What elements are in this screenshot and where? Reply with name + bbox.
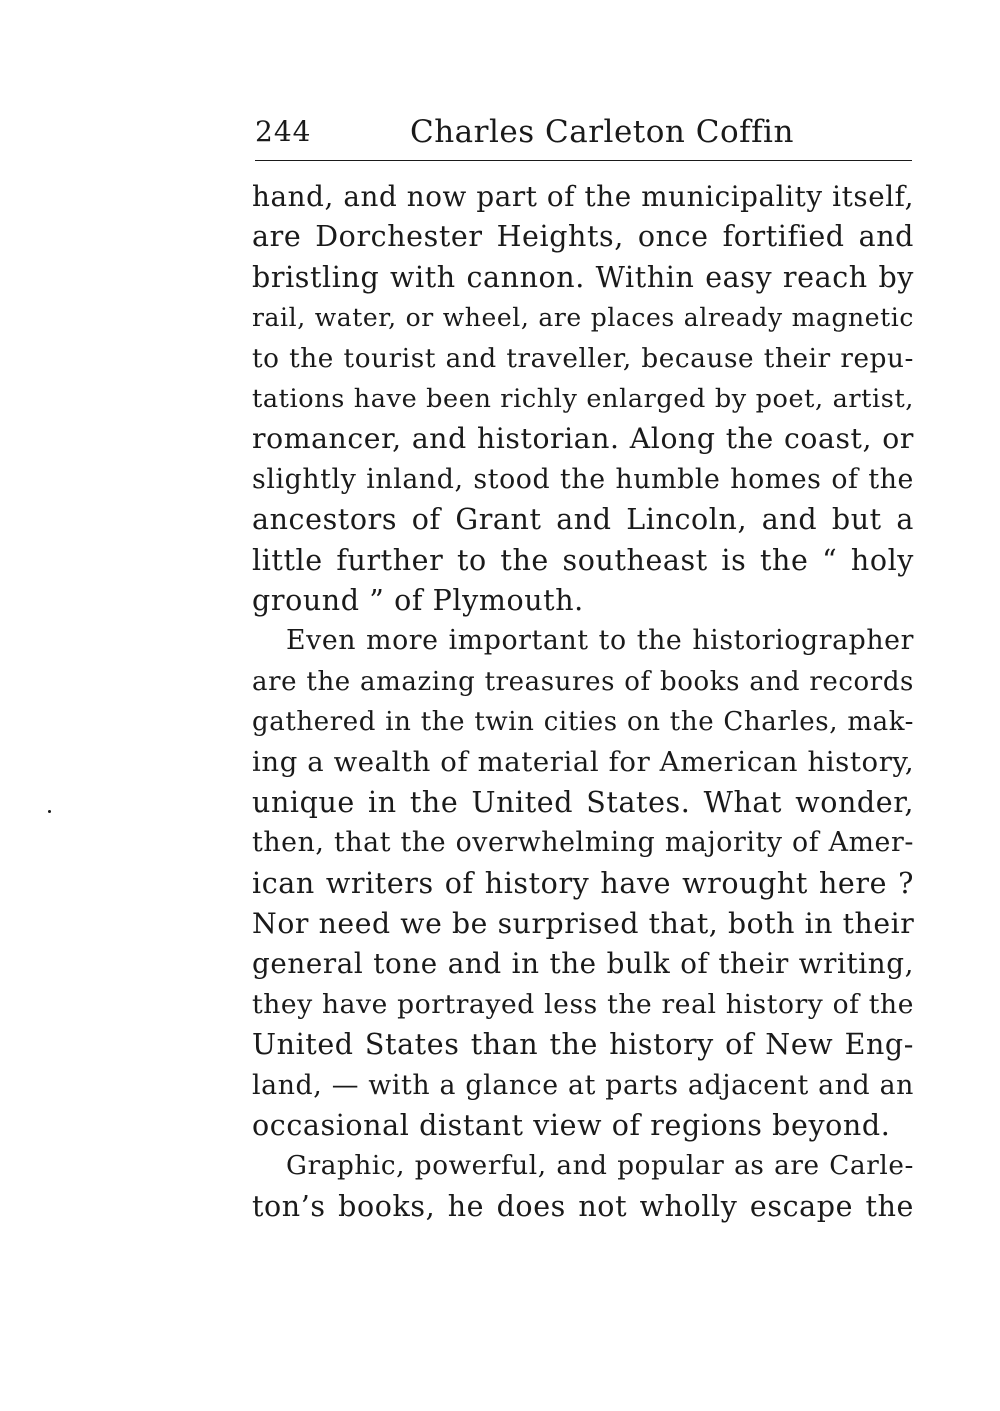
text-line: Nor need we be surprised that, both in their [252,907,915,941]
text-line: they have portrayed less the real history of the [252,988,914,1020]
running-title: Charles Carleton Coffin [410,114,794,150]
text-line: ing a wealth of material for American history, [252,746,915,779]
text-line: hand, and now part of the municipality itself, [252,180,914,213]
paragraph-3 [252,1146,914,1227]
running-head [255,110,912,154]
text-line: ground ” of Plymouth. [252,583,584,617]
text-line: are Dorchester Heights, once fortified and [252,220,914,254]
text-line: little further to the southeast is the “ holy [252,543,914,577]
text-line: United States than the history of New Eng- [252,1028,914,1062]
text-line: ton’s books, he does not wholly escape the [252,1189,914,1223]
text-line: slightly inland, stood the humble homes of the [252,463,914,495]
text-line: occasional distant view of regions beyond. [252,1108,891,1142]
text-line: romancer, and historian. Along the coast, or [252,422,914,456]
text-line: ancestors of Grant and Lincoln, and but a [252,503,914,537]
text-line: ican writers of history have wrought here ? [252,866,914,900]
text-line: gathered in the twin cities on the Charles, mak- [252,707,914,738]
text-line: rail, water, or wheel, are places already magnetic [252,303,914,333]
page-number: 244 [255,115,312,148]
paragraph-2 [252,621,914,1146]
text-line: land, — with a glance at parts adjacent and an [252,1069,914,1101]
body-text [252,177,914,1227]
header-rule [255,160,912,161]
text-line: Graphic, powerful, and popular as are Carle- [286,1151,914,1182]
text-line: are the amazing treasures of books and records [252,666,914,697]
text-line: bristling with cannon. Within easy reach by [252,260,914,294]
text-line: then, that the overwhelming majority of Amer- [252,827,914,859]
text-line: to the tourist and traveller, because their repu- [252,343,914,374]
margin-speck [48,810,51,813]
paragraph-1 [252,177,914,621]
text-line: Even more important to the historiographer [286,625,914,657]
text-line: unique in the United States. What wonder, [252,785,914,819]
text-line: general tone and in the bulk of their writing, [252,947,914,981]
text-line: tations have been richly enlarged by poet, artist, [252,383,914,414]
